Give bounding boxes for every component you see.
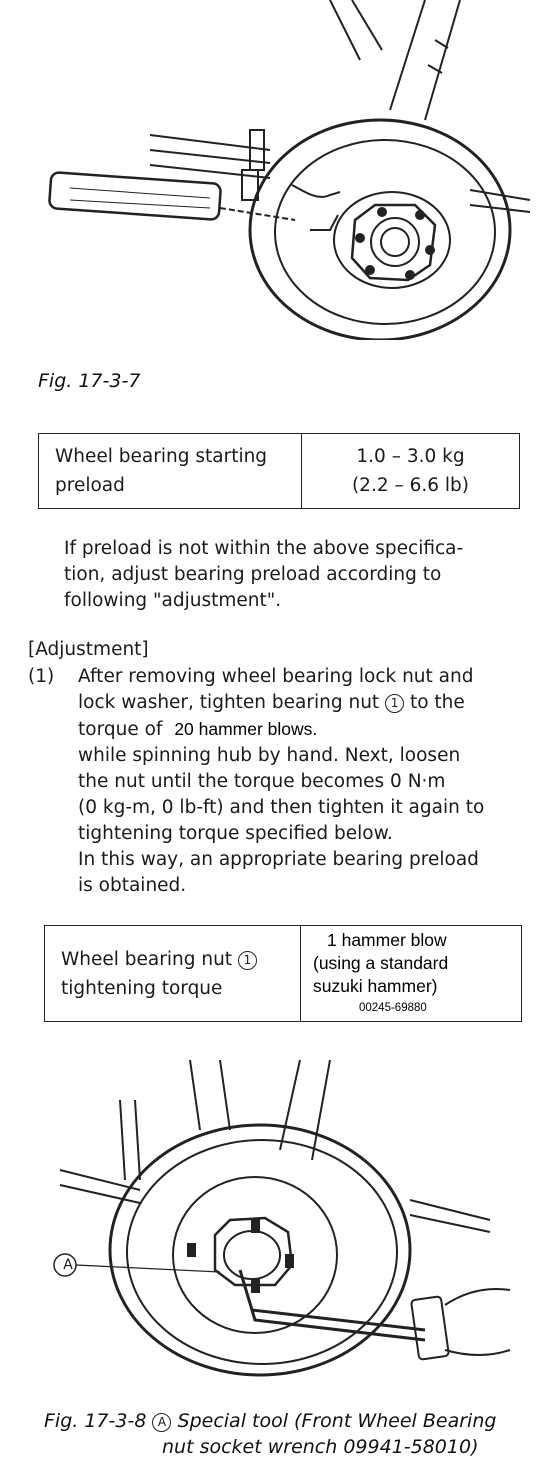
step-line-text: lock washer, tighten bearing nut: [78, 692, 380, 713]
paragraph-line: following "adjustment".: [64, 590, 282, 611]
step-number: (1): [28, 666, 55, 687]
step-line: tightening torque specified below.: [78, 823, 393, 844]
nut-1-marker: 1: [238, 951, 257, 970]
figure-1-caption: Fig. 17-3-7: [38, 370, 141, 392]
spec-label-line: preload: [55, 475, 125, 496]
nut-1-marker: 1: [385, 694, 404, 713]
preload-instruction-paragraph: [64, 536, 524, 614]
spec-value-line: (using a standard: [313, 953, 449, 973]
callout-a-label: A: [63, 1257, 73, 1273]
spec-value-cell: [302, 434, 520, 509]
spec-value-cell: [301, 926, 522, 1022]
pasted-torque-patch: 20 hammer blows.: [168, 716, 489, 742]
wheel-hub-spring-scale-illustration: [30, 0, 530, 340]
spec-value-line: (2.2 – 6.6 lb): [351, 475, 470, 496]
step-line-text: to the: [409, 692, 465, 713]
step-line: After removing wheel bearing lock nut and: [78, 666, 474, 687]
caption-line: nut socket wrench 09941-58010): [162, 1436, 479, 1458]
spec-label-text: Wheel bearing nut: [61, 948, 233, 970]
adjustment-step-1: [78, 664, 528, 899]
spec-label-line: tightening torque: [61, 977, 223, 999]
step-line: In this way, an appropriate bearing preload: [78, 849, 479, 870]
tool-a-marker: A: [152, 1413, 171, 1432]
caption-text: Special tool (Front Wheel Bearing: [177, 1410, 497, 1432]
adjustment-heading: [Adjustment]: [28, 639, 149, 660]
spec-label-line: [61, 945, 299, 974]
caption-line: [44, 1408, 534, 1434]
spec-value-line: 1.0 – 3.0 kg: [356, 446, 465, 467]
step-line-text: torque of: [78, 719, 163, 740]
step-line: the nut until the torque becomes 0 N·m: [78, 771, 446, 792]
caption-fig-number: Fig. 17-3-8: [44, 1410, 147, 1432]
part-number: 00245-69880: [359, 1002, 427, 1014]
spec-label-cell: [45, 926, 301, 1022]
wheel-hub-special-tool-illustration: [30, 1060, 520, 1380]
step-line: while spinning hub by hand. Next, loosen: [78, 745, 461, 766]
step-line: (0 kg-m, 0 lb-ft) and then tighten it again to: [78, 797, 485, 818]
spec-value-line: suzuki hammer): [313, 976, 438, 996]
spec-label-line: Wheel bearing starting: [55, 446, 268, 467]
paragraph-line: tion, adjust bearing preload according to: [64, 564, 442, 585]
nut-torque-spec-table: [44, 925, 522, 1022]
step-line: [78, 716, 528, 743]
paragraph-line: If preload is not within the above specifica-: [64, 538, 464, 559]
spec-value-line: 1 hammer blow: [327, 930, 447, 950]
pasted-torque-value-patch: [313, 927, 520, 1018]
starting-preload-spec-table: [38, 433, 520, 509]
figure-2-caption: [44, 1408, 534, 1460]
step-line: [78, 690, 528, 716]
step-line: is obtained.: [78, 875, 187, 896]
spec-label-cell: [39, 434, 302, 509]
